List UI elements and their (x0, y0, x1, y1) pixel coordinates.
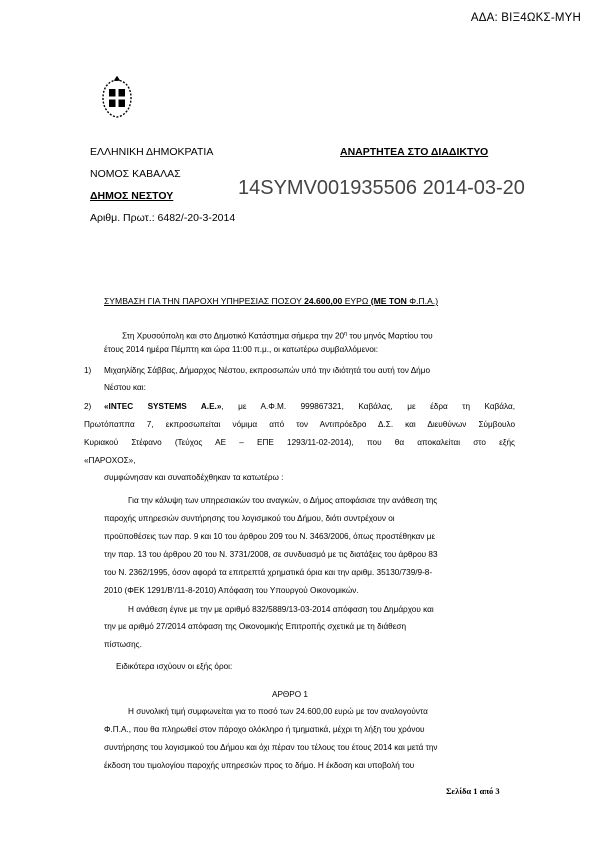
ada-code: ΑΔΑ: ΒΙΞ4ΩΚΣ-ΜΥΗ (470, 12, 581, 24)
para2-line-2: την με αριθμό 27/2014 απόφαση της Οικονομικής Επιτροπής σχετικά με τη διάθεση (104, 622, 406, 631)
republic-label: ΕΛΛΗΝΙΚΗ ΔΗΜΟΚΡΑΤΙΑ (90, 146, 214, 158)
party-2-line-2: Πρωτόπαππα 7, εκπροσωπείται νόμιμα από τον Αντιπρόεδρο Δ.Σ. και Διευθύνων Σύμβουλο (84, 420, 515, 429)
title-mid: ΕΥΡΩ (342, 296, 371, 306)
hellenic-republic-emblem (98, 76, 136, 120)
party-2-line-3: Κυριακού Στέφανο (Τεύχος ΑΕ – ΕΠΕ 1293/11-02-2014), που θα αποκαλείται στο εξής (84, 438, 515, 447)
para1-line-4: την παρ. 13 του άρθρου 20 του Ν. 3731/2008, σε συνδυασμό με τις διατάξεις του άρθρου 83 (104, 550, 438, 559)
contract-title (104, 296, 438, 306)
specific-terms: Ειδικότερα ισχύουν οι εξής όροι: (116, 662, 233, 671)
party-2-line-1-rest: , με Α.Φ.Μ. 999867321, Καβάλας, με έδρα τη Καβάλα, (221, 402, 515, 411)
party-1-number: 1) (84, 366, 92, 375)
article-1-line-1: Η συνολική τιμή συμφωνείται για το ποσό των 24.600,00 ευρώ με τον αναλογούντα (128, 707, 428, 716)
article-1-line-3: συντήρησης του λογισμικού του Δήμου και όχι πέραν του τέλους του έτους 2014 και μετά την (104, 743, 438, 752)
title-vat: (ΜΕ ΤΟΝ (370, 296, 407, 306)
title-pre: ΣΥΜΒΑΣΗ ΓΙΑ ΤΗΝ ΠΑΡΟΧΗ ΥΠΗΡΕΣΙΑΣ ΠΟΣΟΥ (104, 296, 305, 306)
page-footer: Σελίδα 1 από 3 (446, 786, 500, 796)
title-post: Φ.Π.Α.) (406, 296, 439, 306)
party-1-line-1: Μιχαηλίδης Σάββας, Δήμαρχος Νέστου, εκπροσωπών υπό την ιδιότητά του αυτή τον Δήμο (104, 366, 430, 375)
agreed-line: συμφώνησαν και συναποδέχθηκαν τα κατωτέρω : (104, 473, 284, 482)
title-amount: 24.600,00 (304, 296, 343, 306)
municipality-label: ΔΗΜΟΣ ΝΕΣΤΟΥ (90, 190, 174, 202)
intro-line-1-sup: η (344, 331, 348, 337)
para2-line-1: Η ανάθεση έγινε με την με αριθμό 832/5889/13-03-2014 απόφαση του Δημάρχου και (128, 605, 434, 614)
para1-line-1: Για την κάλυψη των υπηρεσιακών του αναγκών, ο Δήμος αποφάσισε την ανάθεση της (128, 496, 438, 505)
protocol-number: Αριθμ. Πρωτ.: 6482/-20-3-2014 (90, 212, 236, 224)
para1-line-2: παροχής υπηρεσιών συντήρησης του λογισμικού του Δήμου, διότι συντρέχουν οι (104, 514, 395, 523)
party-2-company: «INTEC SYSTEMS A.E.» (104, 402, 222, 411)
party-2-number: 2) (84, 402, 92, 411)
para1-line-5: του Ν. 2362/1995, όσον αφορά τα επιτρεπτά χρηματικά όρια και την αριθμ. 35130/739/9-8- (104, 568, 433, 577)
para1-line-3: προϋποθέσεις των παρ. 9 και 10 του άρθρου 209 του Ν. 3463/2006, όπως προστέθηκαν με (104, 532, 436, 541)
party-2-line-4: «ΠΑΡΟΧΟΣ», (84, 456, 136, 465)
posting-note: ΑΝΑΡΤΗΤΕΑ ΣΤΟ ΔΙΑΔΙΚΤΥΟ (340, 146, 489, 158)
intro-line-2: έτους 2014 ημέρα Πέμπτη και ώρα 11:00 π.μ., οι κατωτέρω συμβαλλόμενοι: (104, 345, 378, 354)
intro-line-1-post: του μηνός Μαρτίου του (347, 331, 433, 341)
party-2-line-1 (104, 402, 515, 411)
para2-line-3: πίστωσης. (104, 640, 142, 649)
prefecture-label: ΝΟΜΟΣ ΚΑΒΑΛΑΣ (90, 168, 181, 180)
article-1-heading: ΑΡΘΡΟ 1 (272, 690, 308, 699)
intro-line-1 (122, 331, 433, 341)
article-1-line-2: Φ.Π.Α., που θα πληρωθεί στον πάροχο ολόκληρο ή τμηματικά, μέχρι τη λήξη του χρόνου (104, 725, 425, 734)
article-1-line-4: έκδοση του τιμολογίου παροχής υπηρεσιών προς το δήμο. Η έκδοση και υποβολή του (104, 761, 415, 770)
registry-code: 14SYMV001935506 2014-03-20 (238, 177, 525, 199)
intro-line-1-pre: Στη Χρυσούπολη και στο Δημοτικό Κατάστημα σήμερα την 20 (122, 331, 345, 341)
para1-line-6: 2010 (ΦΕΚ 1291/Β'/11-8-2010) Απόφαση του Υπουργού Οικονομικών. (104, 586, 359, 595)
party-1-line-2: Νέστου και: (104, 383, 146, 392)
